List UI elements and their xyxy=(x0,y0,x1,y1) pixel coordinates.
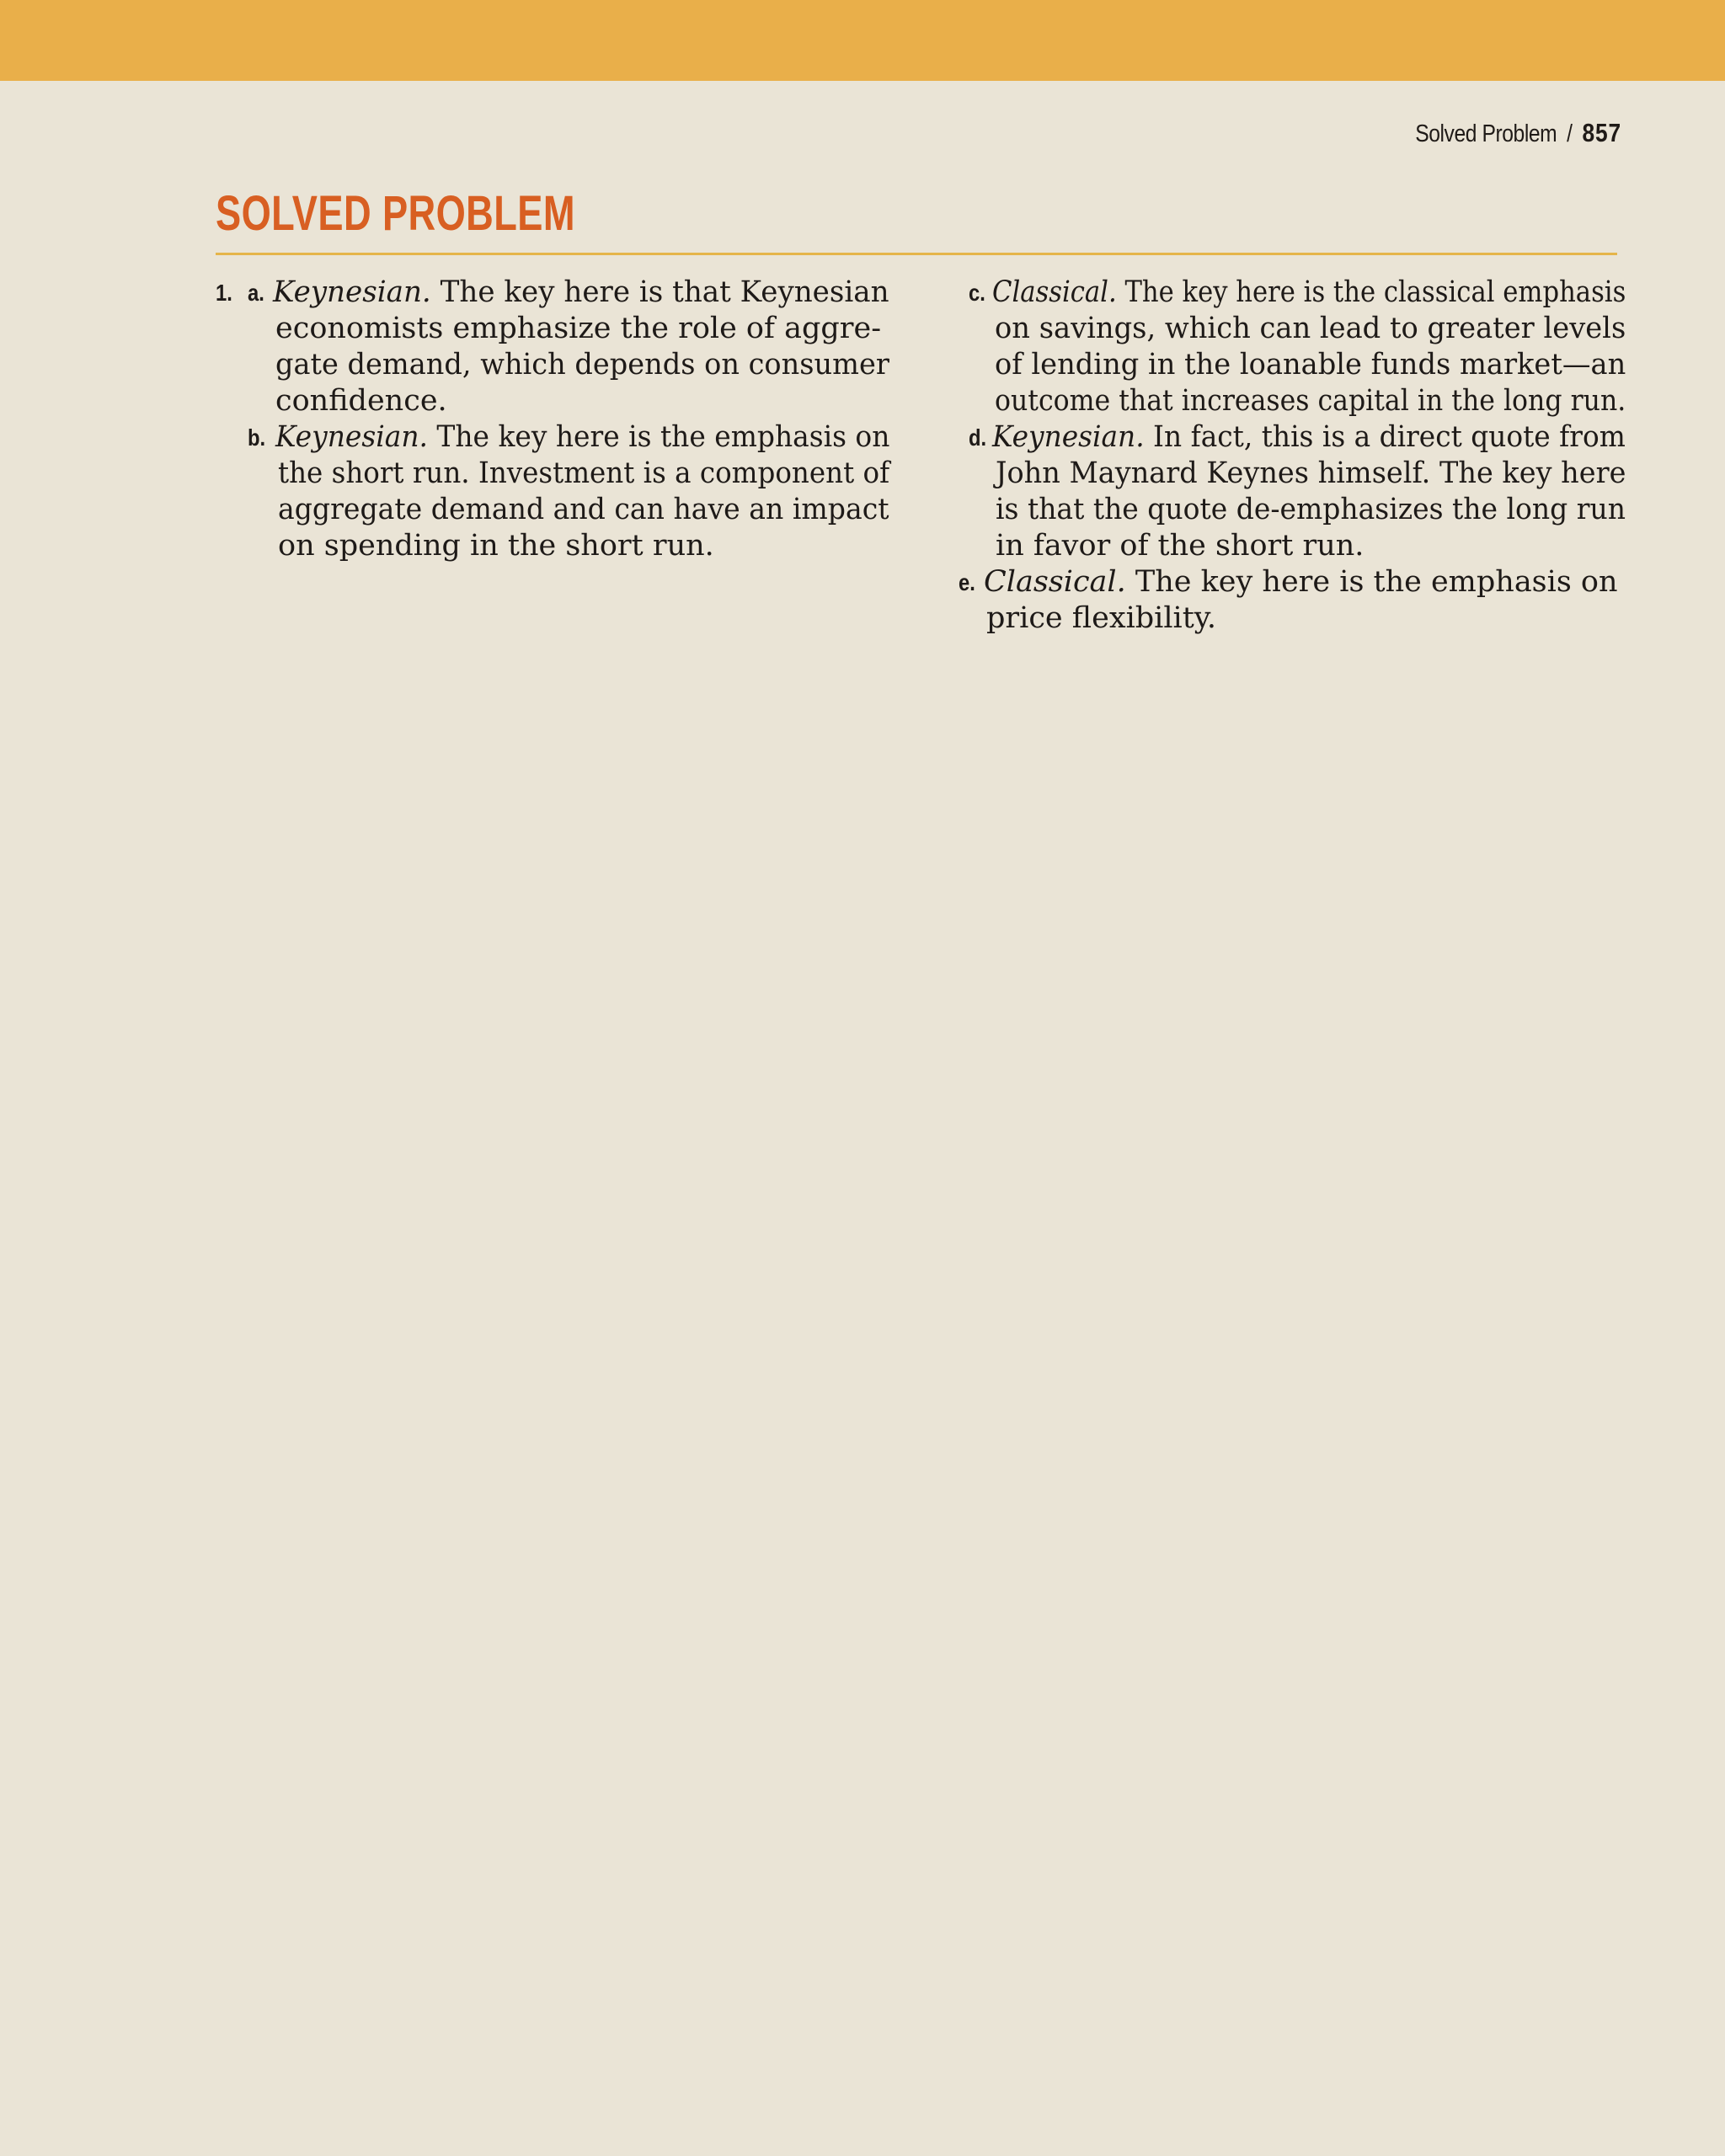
answer-part-c xyxy=(952,275,1626,419)
part-a-keyword: Keynesian. xyxy=(273,275,431,309)
part-b-keyword: Keynesian. xyxy=(275,420,428,454)
left-column xyxy=(216,275,889,564)
part-c-keyword: Classical. xyxy=(992,275,1117,309)
part-c-line-4: outcome that increases capital in the long run. xyxy=(995,384,1626,418)
page-number: 857 xyxy=(1582,118,1621,147)
part-label-a: a. xyxy=(248,280,264,306)
answer-part-a xyxy=(216,275,889,419)
answer-part-d xyxy=(952,419,1626,564)
part-b-line-4: on spending in the short run. xyxy=(278,529,714,563)
part-c-line-2: on savings, which can lead to greater levels xyxy=(995,312,1626,345)
part-a-line-4: confidence. xyxy=(275,384,447,418)
running-head xyxy=(1415,118,1621,148)
section-title: SOLVED PROBLEM xyxy=(216,186,575,241)
part-a-line-3: gate demand, which depends on consumer xyxy=(275,348,889,382)
problem-number: 1. xyxy=(216,280,232,306)
part-d-keyword: Keynesian. xyxy=(992,420,1145,454)
part-label-d: d. xyxy=(969,424,987,451)
part-d-line-4: in favor of the short run. xyxy=(996,529,1365,563)
running-title: Solved Problem xyxy=(1415,120,1557,147)
part-label-e: e. xyxy=(959,569,975,595)
answer-part-e xyxy=(952,564,1626,637)
part-e-line-1: Classical. The key here is the emphasis on xyxy=(984,565,1618,599)
part-d-line-2: John Maynard Keynes himself. The key here xyxy=(996,456,1626,490)
part-a-line-2: economists emphasize the role of aggre- xyxy=(275,312,882,345)
running-head-separator: / xyxy=(1567,120,1573,147)
answer-part-b xyxy=(216,419,889,564)
right-column xyxy=(952,275,1626,637)
part-c-line-3: of lending in the loanable funds market—an xyxy=(995,348,1626,382)
part-d-line-3: is that the quote de-emphasizes the long run xyxy=(996,493,1626,526)
part-e-line-2: price flexibility. xyxy=(986,601,1217,635)
title-rule xyxy=(216,253,1617,255)
part-b-line-1: Keynesian. The key here is the emphasis on xyxy=(275,420,890,454)
part-a-line-1: Keynesian. The key here is that Keynesian xyxy=(273,275,889,309)
header-band xyxy=(0,0,1725,81)
part-b-line-3: aggregate demand and can have an impact xyxy=(278,493,889,526)
part-c-line-1: Classical. The key here is the classical emphasis xyxy=(992,275,1626,309)
part-e-keyword: Classical. xyxy=(984,565,1126,599)
part-d-line-1: Keynesian. In fact, this is a direct quote from xyxy=(992,420,1626,454)
part-label-b: b. xyxy=(248,424,266,451)
part-b-line-2: the short run. Investment is a component of xyxy=(278,456,890,490)
part-label-c: c. xyxy=(969,280,985,306)
